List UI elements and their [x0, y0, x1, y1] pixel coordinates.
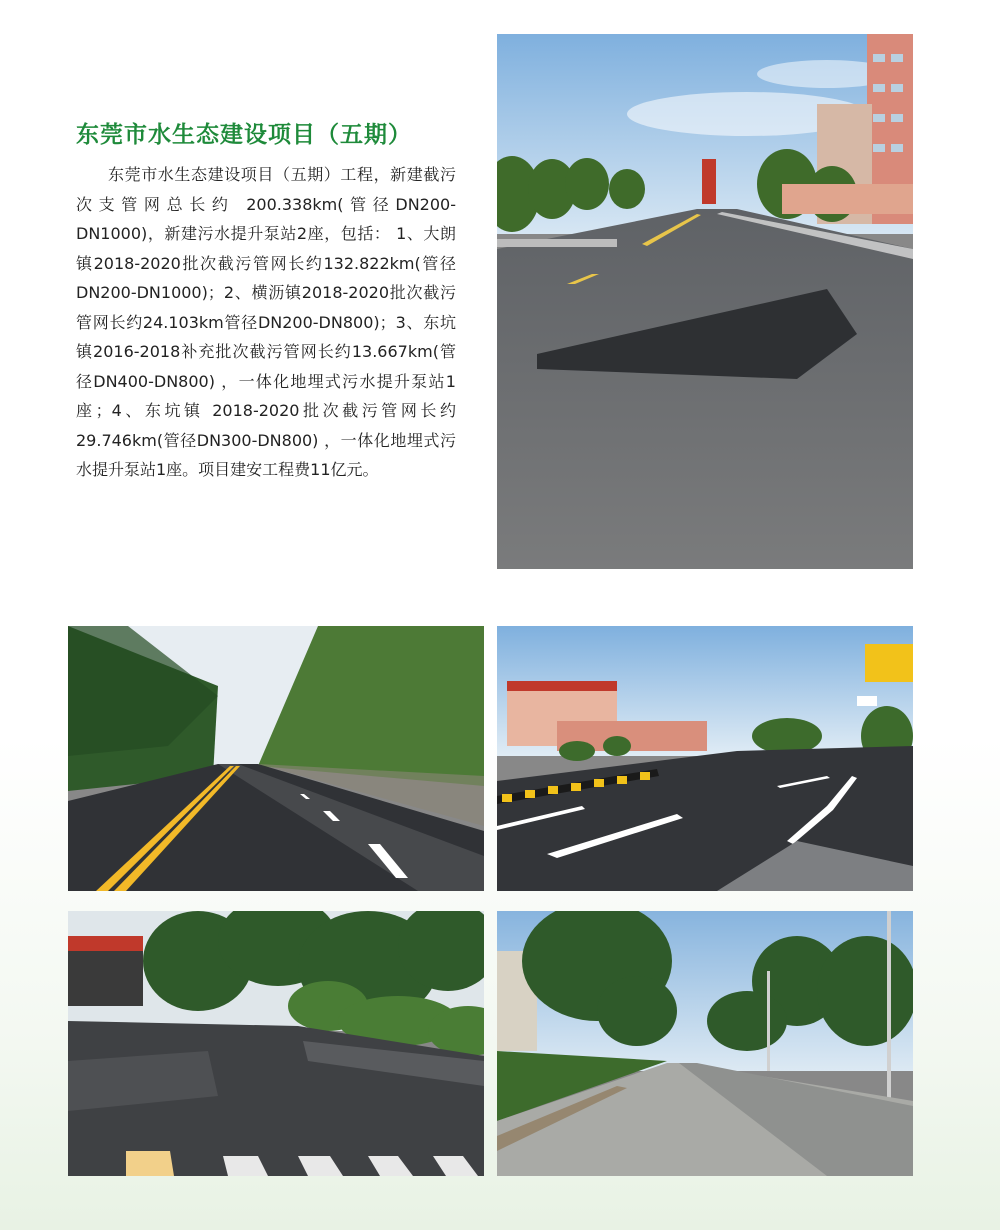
photo-intersection-crosswalk [68, 911, 484, 1176]
photo-wide-road-junction-image [497, 626, 913, 891]
photo-suburban-road [497, 911, 913, 1176]
photo-tree-lined-road [68, 626, 484, 891]
photo-tree-lined-road-image [68, 626, 484, 891]
photo-repaved-road [497, 34, 913, 569]
photo-intersection-crosswalk-image [68, 911, 484, 1176]
photo-repaved-road-image [497, 34, 913, 569]
article-title: 东莞市水生态建设项目（五期） [76, 122, 412, 148]
photo-wide-road-junction [497, 626, 913, 891]
photo-suburban-road-image [497, 911, 913, 1176]
article-body: 东莞市水生态建设项目（五期）工程，新建截污次支管网总长约 200.338km(管径DN200-DN1000)，新建污水提升泵站2座，包括： 1、大朗镇2018-2020批次截污管网长约132.822km(管径DN200-DN1000)；2、横沥镇2018-2020批次截污管网长约24.103km管径DN200-DN800)；3、东坑镇2016-2018补充批次截污管网长约13.667km(管径DN400-DN800) ，一体化地埋式污水提升泵站1座；4、东坑镇 2018-2020批次截污管网长约29.746km(管径DN300-DN800) ，一体化地埋式污水提升泵站1座。项目建安工程费11亿元。 [76, 165, 456, 479]
